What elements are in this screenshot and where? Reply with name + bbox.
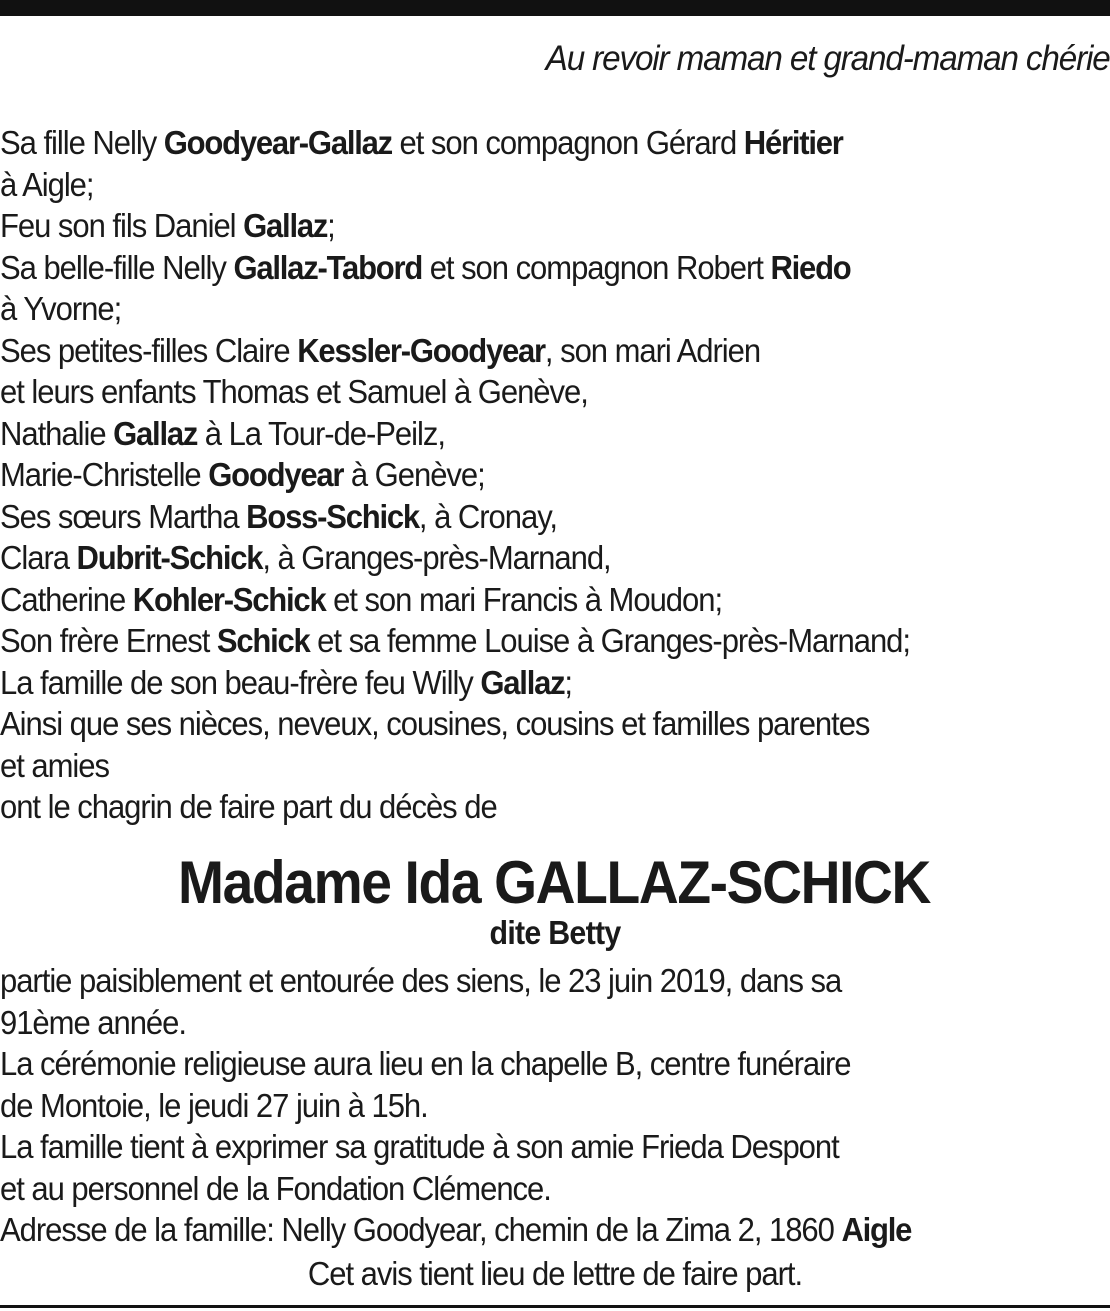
top-rule <box>0 0 1110 16</box>
text-run: à La Tour-de-Peilz, <box>197 414 445 452</box>
surname: Kohler-Schick <box>132 580 326 618</box>
text-run: et sa femme Louise à Granges-près-Marnand; <box>309 622 910 659</box>
surname: Schick <box>216 622 310 659</box>
family-line <box>0 537 1043 579</box>
text-run: de Montoie, le jeudi 27 juin à 15h. <box>0 1086 428 1124</box>
notice-line <box>0 960 1043 1002</box>
text-run: Nathalie <box>0 414 114 452</box>
notice-line <box>0 1126 1043 1168</box>
text-run: La famille tient à exprimer sa gratitude à son amie Frieda Despont <box>0 1128 839 1165</box>
surname: Goodyear-Gallaz <box>163 124 392 161</box>
family-list <box>0 122 1110 828</box>
family-line <box>0 205 1043 247</box>
text-run: à Aigle; <box>0 165 94 203</box>
notice-line <box>0 1085 1043 1127</box>
text-run: , à Granges-près-Marnand, <box>262 539 611 576</box>
text-run: et son mari Francis à Moudon; <box>325 580 723 618</box>
closing-note: Cet avis tient lieu de lettre de faire part. <box>307 1255 803 1292</box>
text-run: à Yvorne; <box>0 290 122 327</box>
text-run: et son compagnon Gérard <box>391 124 744 161</box>
tagline: Au revoir maman et grand-maman chérie <box>546 39 1110 78</box>
notice-line <box>0 1002 1043 1044</box>
text-run: Sa belle-fille Nelly <box>0 248 234 286</box>
text-run: Son frère Ernest <box>0 622 217 659</box>
family-line <box>0 164 1043 206</box>
text-run: Sa fille Nelly <box>0 124 164 161</box>
bottom-rule <box>0 1305 1110 1308</box>
family-line <box>0 662 1043 704</box>
text-run: Feu son fils Daniel <box>0 207 244 244</box>
text-run: partie paisiblement et entourée des siens, le 23 juin 2019, dans sa <box>0 962 842 999</box>
text-run: à Genève; <box>343 456 485 493</box>
family-line <box>0 371 1043 413</box>
text-run: La cérémonie religieuse aura lieu en la chapelle B, centre funéraire <box>0 1045 851 1082</box>
family-line <box>0 454 1043 496</box>
text-run: et au personnel de la Fondation Clémence. <box>0 1169 551 1207</box>
text-run: ; <box>564 663 573 701</box>
text-run: ont le chagrin de faire part du décès de <box>0 788 497 825</box>
notice-line <box>0 1043 1043 1085</box>
surname: Boss-Schick <box>246 497 419 535</box>
text-run: ; <box>327 207 335 244</box>
text-run: La famille de son beau-frère feu Willy <box>0 663 481 701</box>
family-line <box>0 786 1043 828</box>
text-run: Adresse de la famille: Nelly Goodyear, chemin de la Zima 2, 1860 <box>0 1211 842 1248</box>
surname: Gallaz <box>113 414 198 452</box>
surname: Gallaz <box>243 207 328 244</box>
text-run: et leurs enfants Thomas et Samuel à Genève, <box>0 373 588 410</box>
text-run: et amies <box>0 746 109 784</box>
notice-line <box>0 1209 1043 1251</box>
nickname: dite Betty <box>489 914 621 951</box>
text-run: Ses petites-filles Claire <box>0 331 298 369</box>
surname: Riedo <box>770 248 851 286</box>
notice-line <box>0 1168 1043 1210</box>
family-line <box>0 122 1043 164</box>
text-run: Ses sœurs Martha <box>0 497 247 535</box>
family-line <box>0 579 1043 621</box>
text-run: 91ème année. <box>0 1003 186 1041</box>
surname: Goodyear <box>208 456 344 493</box>
family-line <box>0 413 1043 455</box>
surname: Kessler-Goodyear <box>297 331 545 369</box>
surname: Gallaz-Tabord <box>233 248 423 286</box>
family-line <box>0 703 1043 745</box>
text-run: Ainsi que ses nièces, neveux, cousines, cousins et familles parentes <box>0 705 870 742</box>
family-line <box>0 745 1043 787</box>
notice-text <box>0 960 1110 1251</box>
surname: Gallaz <box>480 663 565 701</box>
text-run: , à Cronay, <box>418 497 557 535</box>
family-line <box>0 496 1043 538</box>
text-run: , son mari Adrien <box>544 331 761 369</box>
surname: Héritier <box>743 124 843 161</box>
surname: Dubrit-Schick <box>76 539 263 576</box>
family-line <box>0 330 1043 372</box>
surname: Aigle <box>841 1211 912 1248</box>
deceased-name: Madame Ida GALLAZ-SCHICK <box>177 849 930 916</box>
text-run: Marie-Christelle <box>0 456 209 493</box>
family-line <box>0 247 1043 289</box>
text-run: et son compagnon Robert <box>422 248 771 286</box>
family-line <box>0 288 1043 330</box>
family-line <box>0 620 1043 662</box>
text-run: Catherine <box>0 580 133 618</box>
text-run: Clara <box>0 539 77 576</box>
